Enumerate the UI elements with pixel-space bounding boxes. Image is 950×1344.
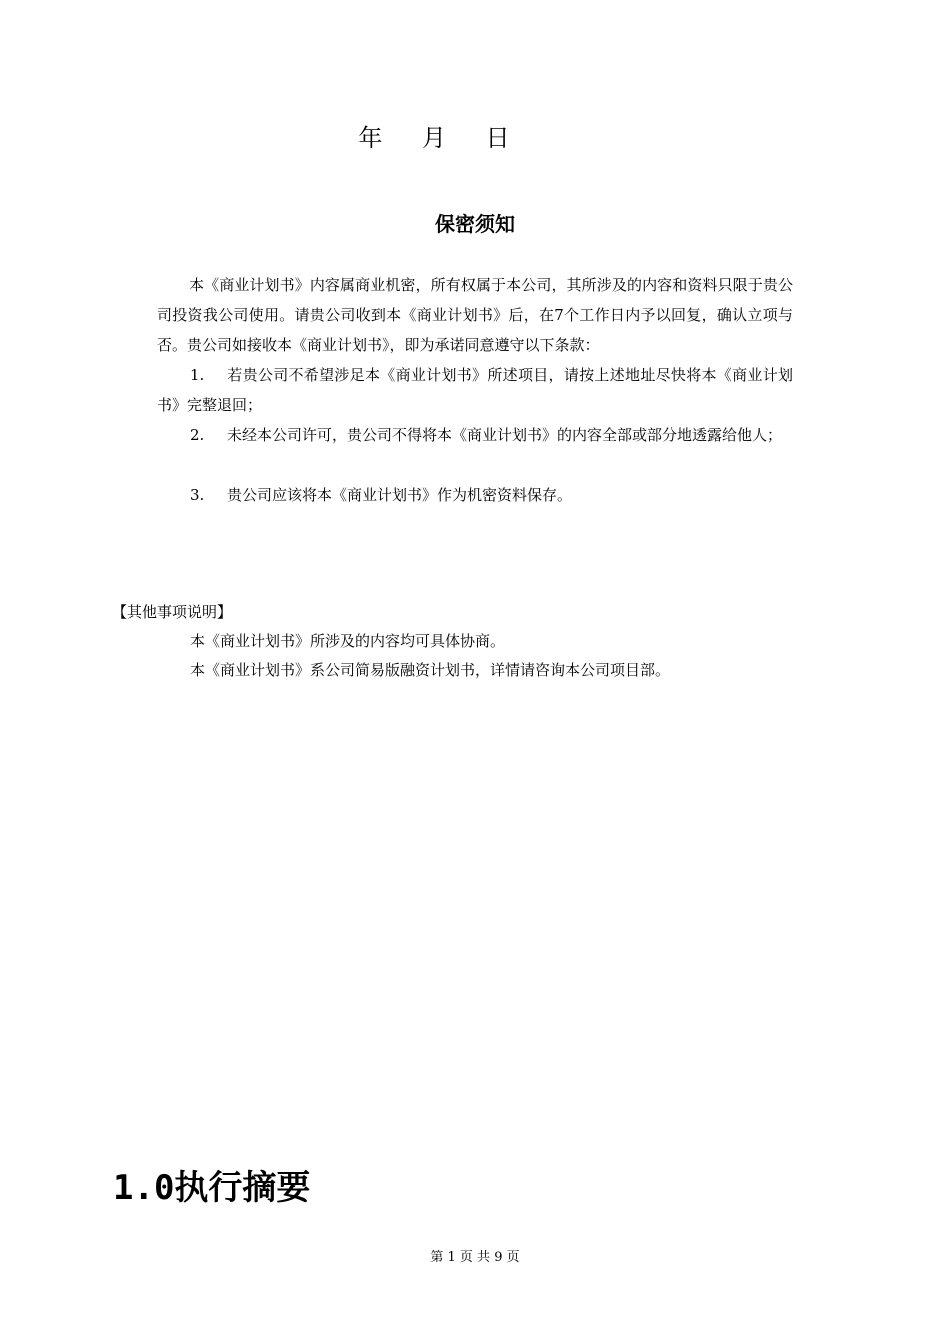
month-label: 月: [422, 124, 448, 152]
other-notes-title: 【其他事项说明】: [112, 603, 233, 621]
section-title: 执行摘要: [174, 1168, 311, 1208]
confidentiality-intro: 本《商业计划书》内容属商业机密，所有权属于本公司，其所涉及的内容和资料只限于贵公司投资我公司使用。请贵公司收到本《商业计划书》后，在7个工作日内予以回复，确认立项与否。贵公司如接收本《商业计划书》，即为承诺同意遵守以下条款：: [157, 276, 793, 354]
year-label: 年: [358, 124, 385, 152]
clause-text: 若贵公司不希望涉足本《商业计划书》所述项目，请按上述地址尽快将本《商业计划书》完整退回；: [157, 366, 793, 414]
clause-text: 未经本公司许可，贵公司不得将本《商业计划书》的内容全部或部分地透露给他人；: [227, 426, 783, 444]
clause-number: 2.: [190, 426, 205, 444]
other-notes-line: 本《商业计划书》系公司简易版融资计划书，详情请咨询本公司项目部。: [190, 661, 671, 679]
confidentiality-title: 保密须知: [435, 212, 515, 236]
section-number: 1.0: [113, 1168, 175, 1208]
day-label: 日: [485, 124, 512, 152]
clause-3: [157, 480, 793, 510]
date-line: [0, 118, 870, 153]
page-footer: 第 1 页 共 9 页: [430, 1250, 520, 1265]
clause-2: [157, 420, 793, 450]
clause-number: 3.: [190, 486, 205, 504]
other-notes-line: 本《商业计划书》所涉及的内容均可具体协商。: [190, 632, 506, 650]
clause-number: 1.: [190, 366, 205, 384]
section-heading: [113, 1160, 310, 1209]
clause-text: 贵公司应该将本《商业计划书》作为机密资料保存。: [227, 486, 573, 504]
clause-1: [157, 360, 793, 420]
